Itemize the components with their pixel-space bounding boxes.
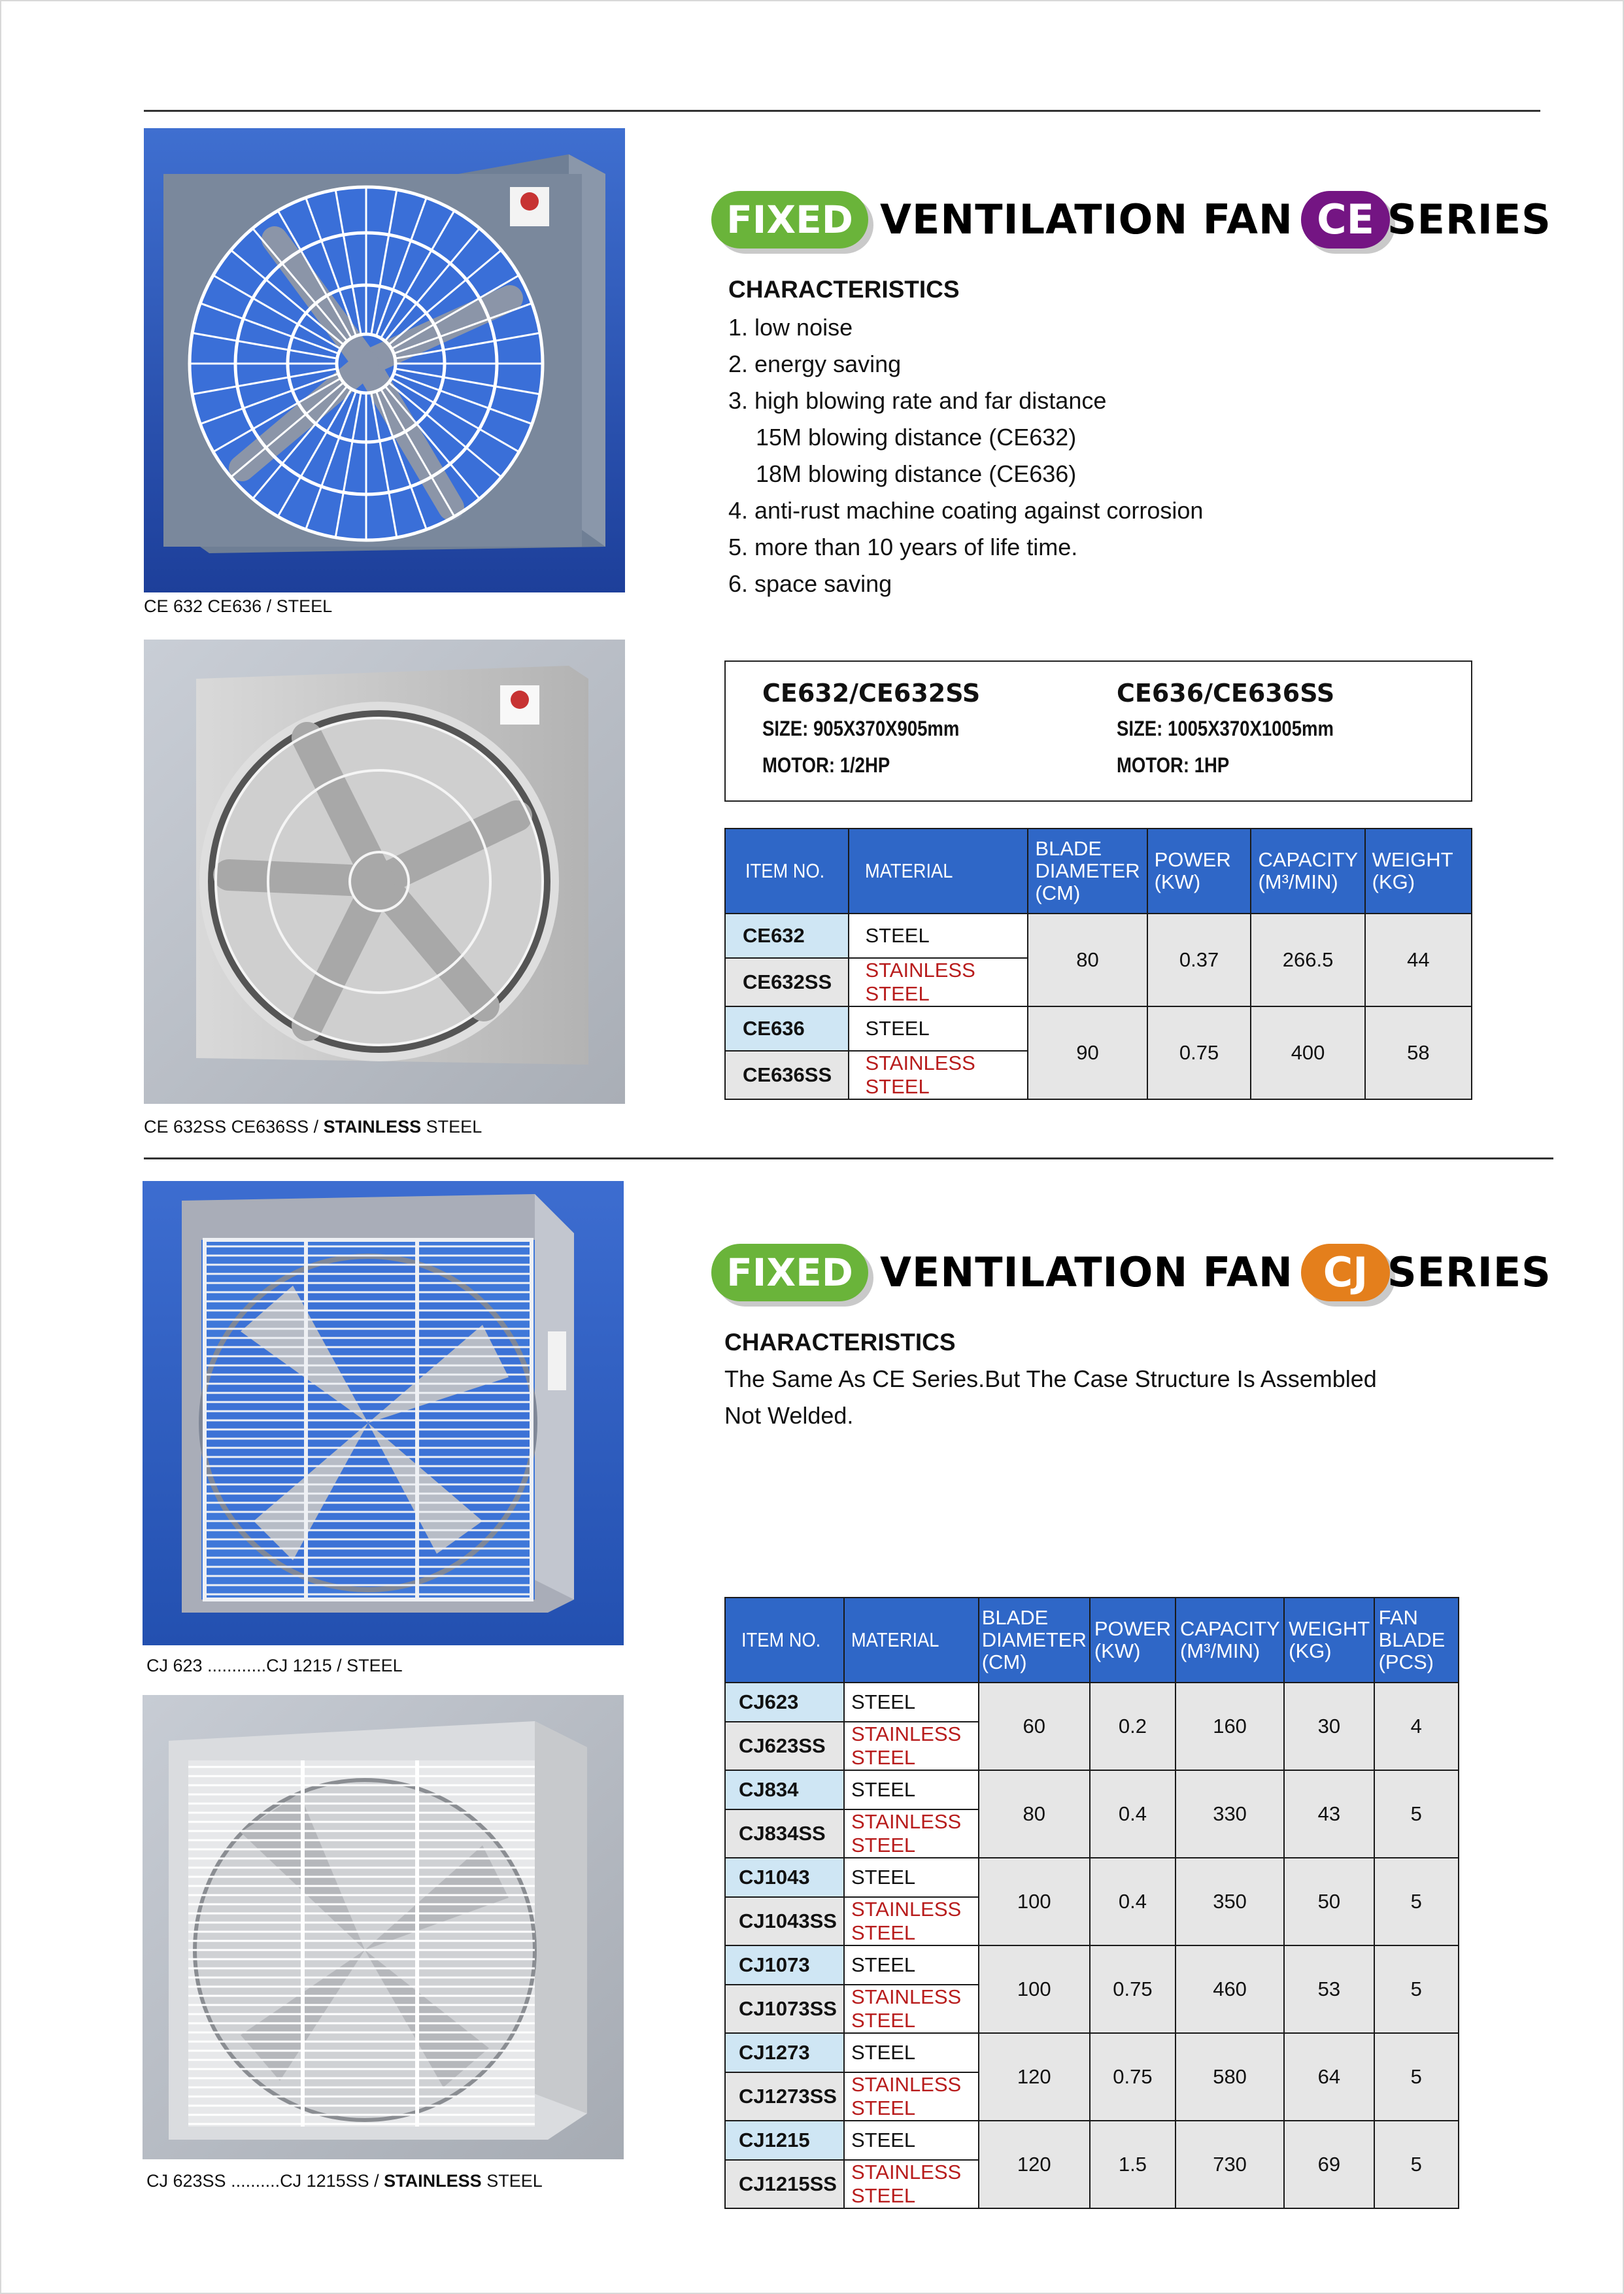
table-cell-item: CJ623	[725, 1683, 844, 1722]
table-cell-material: STAINLESS STEEL	[844, 1722, 979, 1770]
cj-heading-text1: VENTILATION FAN	[880, 1248, 1293, 1296]
table-cell-power: 0.37	[1147, 914, 1251, 1006]
table-cell-material: STEEL	[849, 1006, 1028, 1051]
table-cell-item: CE632SS	[725, 958, 849, 1006]
col-header: POWER (KW)	[1090, 1598, 1176, 1683]
ce-series-heading	[711, 191, 1555, 263]
col-header: FAN BLADE (PCS)	[1374, 1598, 1459, 1683]
table-cell-item: CJ1215	[725, 2121, 844, 2160]
table-row	[725, 2121, 1459, 2160]
col-header: POWER (KW)	[1147, 829, 1251, 914]
table-cell-weight: 58	[1365, 1006, 1472, 1099]
table-cell-blades: 4	[1374, 1683, 1459, 1770]
spec-size: SIZE: 1005X370X1005mm	[1117, 717, 1334, 740]
col-header: MATERIAL	[849, 829, 1028, 914]
ce-char-line: 5. more than 10 years of life time.	[728, 534, 1078, 560]
table-cell-material: STEEL	[844, 2121, 979, 2160]
table-cell-item: CJ1215SS	[725, 2160, 844, 2208]
table-cell-material: STEEL	[844, 1770, 979, 1809]
cj-char-line: The Same As CE Series.But The Case Structure Is Assembled	[724, 1365, 1377, 1392]
col-header: MATERIAL	[844, 1598, 979, 1683]
col-header: WEIGHT (KG)	[1284, 1598, 1374, 1683]
table-cell-capacity: 580	[1176, 2033, 1284, 2121]
cj-steel-fan-photo	[143, 1181, 624, 1645]
table-cell-item: CJ1073SS	[725, 1985, 844, 2033]
ce-steel-fan-photo	[144, 128, 625, 592]
table-cell-blades: 5	[1374, 1945, 1459, 2033]
ce-stainless-caption-pre: CE 632SS CE636SS /	[144, 1117, 324, 1137]
table-cell-diameter: 80	[979, 1770, 1090, 1858]
table-cell-capacity: 730	[1176, 2121, 1284, 2208]
ce-char-line: 4. anti-rust machine coating against corrosion	[728, 497, 1204, 524]
ce-char-line: 1. low noise	[728, 314, 853, 341]
table-cell-weight: 44	[1365, 914, 1472, 1006]
table-cell-item: CJ1273	[725, 2033, 844, 2072]
col-header: WEIGHT (KG)	[1365, 829, 1472, 914]
fixed-badge: FIXED	[711, 191, 868, 248]
table-cell-material: STAINLESS STEEL	[844, 1897, 979, 1945]
top-divider	[144, 110, 1540, 112]
table-row	[725, 2033, 1459, 2072]
table-cell-weight: 43	[1284, 1770, 1374, 1858]
table-cell-weight: 69	[1284, 2121, 1374, 2208]
table-row	[725, 1683, 1459, 1722]
cj-steel-caption: CJ 623 ............CJ 1215 / STEEL	[146, 1656, 403, 1675]
spec-model: CE636/CE636SS	[1117, 679, 1335, 708]
ce-heading-text2: SERIES	[1387, 196, 1551, 243]
ce-char-line: 2. energy saving	[728, 351, 902, 377]
table-cell-power: 0.75	[1090, 2033, 1176, 2121]
ce-char-line: 3. high blowing rate and far distance	[728, 387, 1107, 414]
table-cell-capacity: 160	[1176, 1683, 1284, 1770]
table-cell-power: 0.4	[1090, 1858, 1176, 1945]
table-cell-diameter: 100	[979, 1945, 1090, 2033]
table-cell-capacity: 400	[1251, 1006, 1364, 1099]
col-header: BLADE DIAMETER (CM)	[979, 1598, 1090, 1683]
spec-size: SIZE: 905X370X905mm	[762, 717, 960, 740]
col-header: ITEM NO.	[725, 1598, 844, 1683]
table-cell-diameter: 120	[979, 2033, 1090, 2121]
ce-characteristics-title: CHARACTERISTICS	[728, 276, 960, 303]
ce-char-line: 15M blowing distance (CE632)	[756, 424, 1077, 451]
ce-steel-caption: CE 632 CE636 / STEEL	[144, 596, 333, 616]
table-cell-item: CJ1043	[725, 1858, 844, 1897]
table-cell-weight: 30	[1284, 1683, 1374, 1770]
cj-char-line: Not Welded.	[724, 1402, 854, 1429]
cj-series-heading	[711, 1244, 1555, 1316]
table-cell-capacity: 266.5	[1251, 914, 1364, 1006]
col-header: BLADE DIAMETER (CM)	[1028, 829, 1147, 914]
table-row	[725, 1945, 1459, 1985]
table-cell-diameter: 60	[979, 1683, 1090, 1770]
table-cell-blades: 5	[1374, 1770, 1459, 1858]
ce-spec-box	[724, 660, 1472, 802]
table-cell-item: CJ834SS	[725, 1809, 844, 1858]
table-cell-item: CJ1043SS	[725, 1897, 844, 1945]
section-divider	[144, 1157, 1553, 1159]
table-cell-power: 0.75	[1090, 1945, 1176, 2033]
table-cell-blades: 5	[1374, 2121, 1459, 2208]
table-cell-capacity: 330	[1176, 1770, 1284, 1858]
table-cell-item: CJ834	[725, 1770, 844, 1809]
table-cell-material: STEEL	[849, 914, 1028, 958]
table-cell-power: 0.2	[1090, 1683, 1176, 1770]
col-header: CAPACITY (M³/MIN)	[1251, 829, 1364, 914]
spec-motor: MOTOR: 1/2HP	[762, 753, 890, 777]
col-header: ITEM NO.	[725, 829, 849, 914]
cj-spec-table	[724, 1597, 1459, 2209]
table-cell-diameter: 90	[1028, 1006, 1147, 1099]
table-cell-material: STAINLESS STEEL	[849, 958, 1028, 1006]
table-cell-item: CJ1273SS	[725, 2072, 844, 2121]
cj-characteristics-title: CHARACTERISTICS	[724, 1329, 956, 1356]
table-cell-item: CJ623SS	[725, 1722, 844, 1770]
cj-stainless-caption-post: STEEL	[481, 2171, 543, 2191]
ce-stainless-fan-photo	[144, 640, 625, 1104]
ce-stainless-caption-bold: STAINLESS	[323, 1117, 422, 1137]
table-cell-material: STEEL	[844, 1945, 979, 1985]
cj-stainless-caption-pre: CJ 623SS ..........CJ 1215SS /	[146, 2171, 384, 2191]
table-cell-power: 0.75	[1147, 1006, 1251, 1099]
table-cell-item: CJ1073	[725, 1945, 844, 1985]
spec-model: CE632/CE632SS	[762, 679, 981, 708]
table-cell-capacity: 350	[1176, 1858, 1284, 1945]
ce-heading-text1: VENTILATION FAN	[880, 196, 1293, 243]
ce-stainless-caption-post: STEEL	[421, 1117, 482, 1137]
table-cell-item: CE632	[725, 914, 849, 958]
table-cell-item: CE636	[725, 1006, 849, 1051]
table-cell-weight: 53	[1284, 1945, 1374, 2033]
ce-spec-table	[724, 828, 1472, 1100]
table-row	[725, 1858, 1459, 1897]
table-cell-item: CE636SS	[725, 1051, 849, 1099]
table-cell-diameter: 120	[979, 2121, 1090, 2208]
cj-series-badge: CJ	[1301, 1244, 1390, 1301]
cj-table-body	[725, 1683, 1459, 2208]
table-cell-power: 0.4	[1090, 1770, 1176, 1858]
table-cell-power: 1.5	[1090, 2121, 1176, 2208]
spec-motor: MOTOR: 1HP	[1117, 753, 1230, 777]
cj-stainless-caption	[146, 2171, 543, 2191]
ce-char-line: 18M blowing distance (CE636)	[756, 460, 1077, 487]
table-cell-material: STAINLESS STEEL	[849, 1051, 1028, 1099]
table-cell-material: STAINLESS STEEL	[844, 2160, 979, 2208]
table-cell-diameter: 80	[1028, 914, 1147, 1006]
table-cell-material: STAINLESS STEEL	[844, 1985, 979, 2033]
table-cell-weight: 50	[1284, 1858, 1374, 1945]
table-cell-capacity: 460	[1176, 1945, 1284, 2033]
ce-series-badge: CE	[1301, 191, 1390, 248]
table-row	[725, 1770, 1459, 1809]
table-cell-material: STAINLESS STEEL	[844, 1809, 979, 1858]
table-cell-blades: 5	[1374, 2033, 1459, 2121]
table-cell-material: STAINLESS STEEL	[844, 2072, 979, 2121]
ce-char-line: 6. space saving	[728, 570, 892, 597]
table-cell-diameter: 100	[979, 1858, 1090, 1945]
table-cell-weight: 64	[1284, 2033, 1374, 2121]
cj-heading-text2: SERIES	[1387, 1248, 1551, 1296]
table-cell-blades: 5	[1374, 1858, 1459, 1945]
ce-stainless-caption	[144, 1117, 482, 1137]
cj-stainless-caption-bold: STAINLESS	[384, 2171, 482, 2191]
table-cell-material: STEEL	[844, 1683, 979, 1722]
col-header: CAPACITY (M³/MIN)	[1176, 1598, 1284, 1683]
table-cell-material: STEEL	[844, 1858, 979, 1897]
fixed-badge: FIXED	[711, 1244, 868, 1301]
table-cell-material: STEEL	[844, 2033, 979, 2072]
cj-stainless-fan-photo	[143, 1695, 624, 2159]
